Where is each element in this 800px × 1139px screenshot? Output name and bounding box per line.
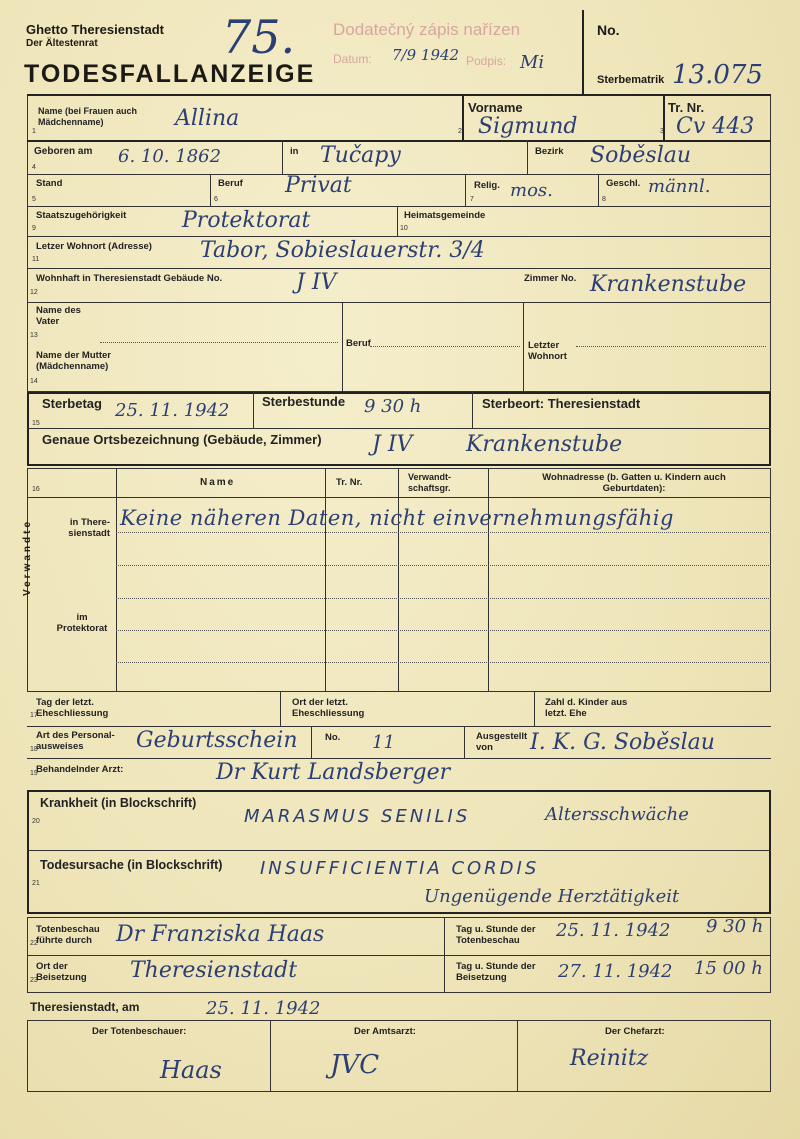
relatives-handwritten-note: Keine näheren Daten, nicht einvernehmungsfähig xyxy=(120,506,674,530)
relig-value: mos. xyxy=(510,180,553,201)
zimmer-label: Zimmer No. xyxy=(524,273,577,284)
marriage-tag-label: Tag der letzt. Eheschliessung xyxy=(36,697,109,719)
todesursache-value-german: Ungenügende Herztätigkeit xyxy=(424,886,680,907)
header-handwritten-number: 75. xyxy=(222,10,296,64)
genaue-label: Genaue Ortsbezeichnung (Gebäude, Zimmer) xyxy=(42,432,322,447)
sterbematrik-label: Sterbematrik xyxy=(597,74,665,86)
staats-label: Staatszugehörigkeit xyxy=(36,210,127,221)
beisetzung-ort-label: Ort der Beisetzung xyxy=(36,961,87,983)
heimat-label: Heimatsgemeinde xyxy=(404,210,486,221)
trnr-label: Tr. Nr. xyxy=(668,100,705,115)
header-line1: Ghetto Theresienstadt xyxy=(26,22,164,37)
arzt-label: Behandelnder Arzt: xyxy=(36,764,124,775)
wohnort-label: Letzer Wohnort (Adresse) xyxy=(36,241,152,252)
relatives-wohnadresse-header: Wohnadresse (b. Gatten u. Kindern auch Geburtdaten): xyxy=(542,472,726,494)
bezirk-label: Bezirk xyxy=(535,146,564,157)
ausweis-ausgestellt-value: I. K. G. Soběslau xyxy=(530,730,715,755)
sterbestunde-value: 9 30 h xyxy=(364,396,422,417)
staats-value: Protektorat xyxy=(182,208,311,233)
beschau-tag-value: 25. 11. 1942 xyxy=(556,920,671,941)
ausweis-no-label: No. xyxy=(325,732,341,743)
beruf-label: Beruf xyxy=(218,178,243,189)
totenbeschau-value: Dr Franziska Haas xyxy=(116,922,325,947)
beschau-tag-label: Tag u. Stunde der Totenbeschau xyxy=(456,924,536,946)
sterbestunde-label: Sterbestunde xyxy=(262,394,346,409)
vorname-label: Vorname xyxy=(468,100,523,115)
ausweis-art-value: Geburtsschein xyxy=(136,728,298,753)
header-line2: Der Ältestenrat xyxy=(26,38,98,49)
ausweis-ausgestellt-label: Ausgestellt von xyxy=(476,731,528,753)
trnr-value: Cv 443 xyxy=(676,114,755,139)
vater-label: Name des Vater xyxy=(36,305,81,327)
parents-beruf-label: Beruf xyxy=(346,338,371,349)
beisetzung-tag-label: Tag u. Stunde der Beisetzung xyxy=(456,961,536,983)
krankheit-value-german: Altersschwäche xyxy=(545,804,689,825)
genaue-value-building: J IV xyxy=(372,432,413,457)
ausweis-art-label: Art des Personal-ausweises xyxy=(36,730,115,752)
totenbeschauer-label: Der Totenbeschauer: xyxy=(92,1026,187,1037)
mutter-label: Name der Mutter (Mädchenname) xyxy=(36,350,111,372)
beschau-stunde-value: 9 30 h xyxy=(706,916,764,937)
stamp-dodatecny: Dodatečný zápis nařízen xyxy=(333,20,521,39)
geschl-label: Geschl. xyxy=(606,178,641,189)
totenbeschauer-signature: Haas xyxy=(160,1056,222,1084)
beisetzung-ort-value: Theresienstadt xyxy=(130,958,298,983)
wohnhaft-label: Wohnhaft in Theresienstadt Gebäude No. xyxy=(36,273,223,284)
todesursache-label: Todesursache (in Blockschrift) xyxy=(40,858,223,872)
in-there-label: in There-sienstadt xyxy=(68,517,110,539)
chefarzt-signature: Reinitz xyxy=(570,1046,649,1071)
genaue-value-room: Krankenstube xyxy=(466,432,623,457)
place-date-value: 25. 11. 1942 xyxy=(206,998,321,1019)
wohnhaft-value: J IV xyxy=(296,270,337,295)
totenbeschau-label: Totenbeschau führte durch xyxy=(36,924,100,946)
stamp-podpis: Podpis: xyxy=(466,54,507,68)
stamp-datum: Datum: xyxy=(333,52,372,66)
krankheit-label: Krankheit (in Blockschrift) xyxy=(40,796,197,810)
beruf-value: Privat xyxy=(285,173,352,198)
letzter-wohnort-label: Letzter Wohnort xyxy=(528,340,567,362)
name-value: Allina xyxy=(175,106,240,131)
relatives-trnr-header: Tr. Nr. xyxy=(336,477,363,488)
wohnort-value: Tabor, Sobieslauerstr. 3/4 xyxy=(200,238,485,263)
sterbetag-value: 25. 11. 1942 xyxy=(115,400,230,421)
relig-label: Relig. xyxy=(474,180,500,191)
stamp-signature: Mi xyxy=(520,52,545,73)
im-protektorat-label: im Protektorat xyxy=(56,612,108,634)
vorname-value: Sigmund xyxy=(478,114,578,139)
in-label: in xyxy=(290,146,299,157)
in-value: Tučapy xyxy=(320,143,401,168)
arzt-value: Dr Kurt Landsberger xyxy=(216,760,451,785)
death-certificate-page: Ghetto Theresienstadt Der Ältestenrat TODESFALLANZEIGE 75. Dodatečný zápis nařízen Datum: Podpis: 7/9 1942 Mi No. Sterbematrik 13.075 Name (bei Frauen auch Mädchenname) 1 Allina Vorname 2 Sigmund Tr. Nr. 3 Cv 443 Geboren am 4 6. 10. 1862 in Tučapy Bezirk Soběslau Stand 5 Beruf 6 Privat Relig. 7 mos. Geschl. 8 männl. Staatszugehörigkeit 9 Protektorat Heimatsgemeinde 10 Letzer Wohnort (Adresse) 11 Tabor, Sobieslauerstr. 3/4 Wohnhaft in Theresienstadt Gebäude No. 12 J IV Zimmer No. Krankenstube Name des Vater 13 Name der Mutter (Mädchenname) 14 Beruf Letzter Wohnort Sterbetag 15 25. 11. 1942 Sterbestunde 9 30 h Sterbeort: Theresienstadt Genaue Ortsbezeichnung (Gebäude, Zimmer) J IV Krankenstube 16 Name Tr. Nr. Verwandt-schaftsgr. Wohnadresse (b. Gatten u. Kindern auch Geburtdaten): in There-sienstadt im Protektorat Verwandte Keine näheren Daten, nicht einvernehmungsfähig Tag der letzt. Eheschliessung 17 Ort der letzt. Eheschliessung Zahl d. Kinder aus letzt. Ehe Art des Personal-ausweises 18 Geburtsschein No. 11 Ausgestellt von I. K. G. Soběslau Behandelnder Arzt: 19 Dr Kurt Landsberger Krankheit (in Blockschrift) 20 MARASMUS SENILIS Altersschwäche Todesursache (in Blockschrift) 21 INSUFFICIENTIA CORDIS Ungenügende Herztätigkeit Totenbeschau führte durch 22 Dr Franziska Haas Tag u. Stunde der Totenbeschau 25. 11. 1942 9 30 h Ort der Beisetzung 23 Theresienstadt Tag u. Stunde der Beisetzung 27. 11. 1942 15 00 h Theresienstadt, am 25. 11. 1942 Der Totenbeschauer: Der Amtsarzt: Der Chefarzt: Haas JVC Reinitz xyxy=(0,0,800,1139)
chefarzt-label: Der Chefarzt: xyxy=(605,1026,665,1037)
bezirk-value: Soběslau xyxy=(590,143,692,168)
sterbetag-label: Sterbetag xyxy=(42,396,102,411)
name-label: Name (bei Frauen auch Mädchenname) xyxy=(38,106,138,127)
verwandte-vertical-label: Verwandte xyxy=(22,518,33,596)
geschl-value: männl. xyxy=(648,176,711,197)
sterbeort-label: Sterbeort: Theresienstadt xyxy=(482,396,641,411)
stamp-date-handwritten: 7/9 1942 xyxy=(392,46,460,64)
relatives-name-header: Name xyxy=(200,477,236,488)
geboren-value: 6. 10. 1862 xyxy=(118,146,222,167)
geboren-label: Geboren am xyxy=(34,146,93,157)
zimmer-value: Krankenstube xyxy=(590,272,747,297)
amtsarzt-label: Der Amtsarzt: xyxy=(354,1026,416,1037)
marriage-zahl-label: Zahl d. Kinder aus letzt. Ehe xyxy=(545,697,628,719)
todesursache-value: INSUFFICIENTIA CORDIS xyxy=(260,858,540,879)
amtsarzt-signature: JVC xyxy=(330,1050,380,1080)
form-title: TODESFALLANZEIGE xyxy=(24,60,316,88)
sterbematrik-value: 13.075 xyxy=(672,60,763,90)
marriage-ort-label: Ort der letzt. Eheschliessung xyxy=(292,697,365,719)
beisetzung-tag-value: 27. 11. 1942 xyxy=(558,961,673,982)
ausweis-no-value: 11 xyxy=(372,732,395,753)
krankheit-value: MARASMUS SENILIS xyxy=(244,806,471,827)
relatives-verwandt-header: Verwandt-schaftsgr. xyxy=(408,472,452,493)
beisetzung-stunde-value: 15 00 h xyxy=(694,958,763,979)
stand-label: Stand xyxy=(36,178,63,189)
relatives-table xyxy=(27,468,771,692)
no-label: No. xyxy=(597,22,620,38)
place-date-label: Theresienstadt, am xyxy=(30,1000,140,1014)
